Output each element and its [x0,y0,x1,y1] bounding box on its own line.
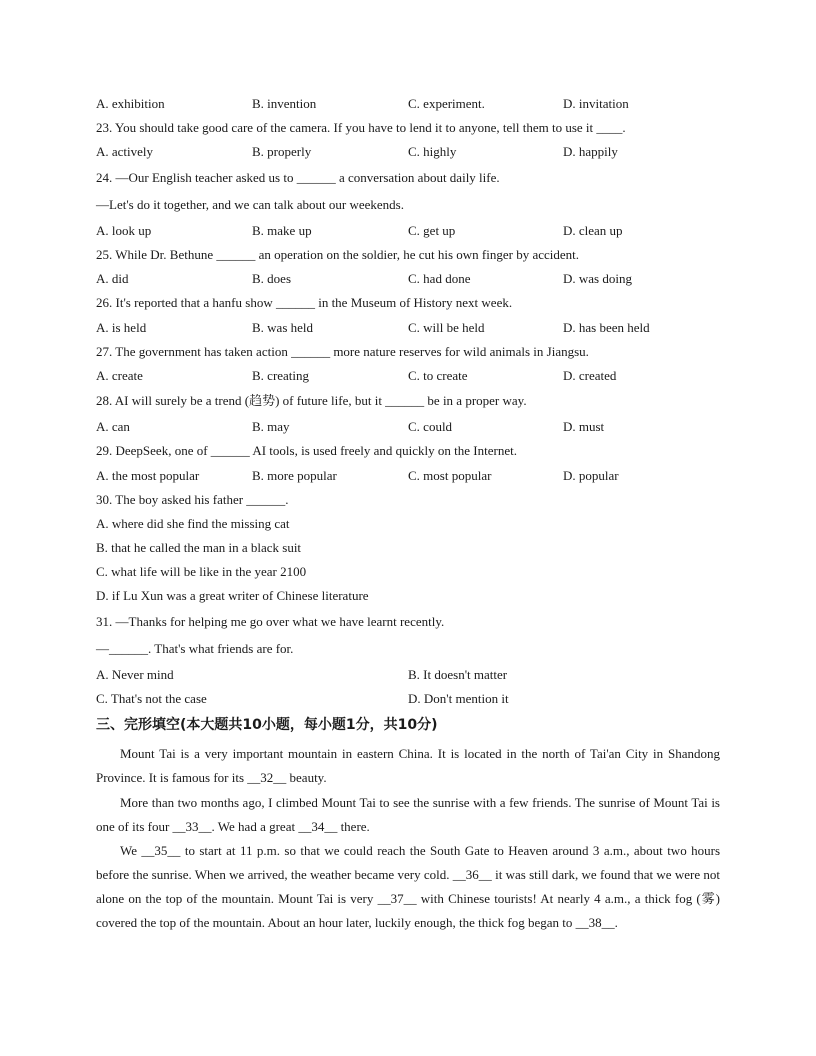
passage-paragraph-1: Mount Tai is a very important mountain in eastern China. It is located in the north of Tai'an City in Shandong Province. It is famous for its __32__ beauty. [96,746,720,785]
q28-option-c[interactable]: C. could [408,419,453,434]
q22-options [96,96,736,112]
q31-options-row1 [96,667,736,683]
q25-option-d[interactable]: D. was doing [563,271,632,286]
q31-option-d[interactable]: D. Don't mention it [408,691,509,706]
q25-option-c[interactable]: C. had done [408,271,471,286]
q25-options [96,271,736,287]
q30-option-d[interactable]: D. if Lu Xun was a great writer of Chinese literature [96,588,369,603]
q30-option-a[interactable]: A. where did she find the missing cat [96,516,290,531]
q29-option-d[interactable]: D. popular [563,468,619,483]
q22-option-c[interactable]: C. experiment. [408,96,485,111]
q27-option-a[interactable]: A. create [96,368,143,383]
q25-option-a[interactable]: A. did [96,271,129,286]
q23-option-b[interactable]: B. properly [252,144,312,159]
q31-option-a[interactable]: A. Never mind [96,667,174,682]
q23-option-d[interactable]: D. happily [563,144,618,159]
q29-option-a[interactable]: A. the most popular [96,468,200,483]
q31-option-c[interactable]: C. That's not the case [96,691,207,706]
q26-option-a[interactable]: A. is held [96,320,147,335]
q31-option-b[interactable]: B. It doesn't matter [408,667,508,682]
q29-options [96,468,736,484]
q28-options [96,419,736,435]
q28-option-b[interactable]: B. may [252,419,290,434]
q29-option-b[interactable]: B. more popular [252,468,337,483]
q26-options [96,320,736,336]
q27-option-c[interactable]: C. to create [408,368,468,383]
q27-options [96,368,736,384]
q28-option-a[interactable]: A. can [96,419,130,434]
q31-stem: 31. —Thanks for helping me go over what we have learnt recently. [96,614,445,629]
q31-options-row2 [96,691,736,707]
section-heading: 三、完形填空(本大题共10小题，每小题1分，共10分) [96,717,438,733]
q22-option-d[interactable]: D. invitation [563,96,629,111]
q24-option-d[interactable]: D. clean up [563,223,623,238]
q23-option-a[interactable]: A. actively [96,144,154,159]
q26-option-c[interactable]: C. will be held [408,320,485,335]
q27-stem: 27. The government has taken action ______ more nature reserves for wild animals in Jiangsu. [96,344,589,359]
q23-options [96,144,736,160]
q28-stem: 28. AI will surely be a trend (趋势) of future life, but it ______ be in a proper way. [96,393,527,408]
q27-option-b[interactable]: B. creating [252,368,310,383]
q23-stem: 23. You should take good care of the camera. If you have to lend it to anyone, tell them to use it ____. [96,120,626,135]
q24-option-c[interactable]: C. get up [408,223,456,238]
q29-option-c[interactable]: C. most popular [408,468,492,483]
q27-option-d[interactable]: D. created [563,368,617,383]
passage-paragraph-3: We __35__ to start at 11 p.m. so that we could reach the South Gate to Heaven around 3 a.m., about two hours before the sunrise. When we arrived, the weather became very cold. __36__ it was still dark, we found that we were not alone on the top of the mountain. Mount Tai is very __37__ with Chinese tourists! At nearly 4 a.m., a thick fog (雾) covered the top of the mountain. About an hour later, luckily enough, the thick fog began to __38__. [96,843,720,930]
q24-stem-reply: —Let's do it together, and we can talk about our weekends. [96,197,404,212]
q26-option-d[interactable]: D. has been held [563,320,650,335]
q22-option-a[interactable]: A. exhibition [96,96,165,111]
q26-stem: 26. It's reported that a hanfu show ______ in the Museum of History next week. [96,295,513,310]
q25-option-b[interactable]: B. does [252,271,291,286]
q30-option-c[interactable]: C. what life will be like in the year 2100 [96,564,307,579]
q24-option-a[interactable]: A. look up [96,223,152,238]
q23-option-c[interactable]: C. highly [408,144,457,159]
q30-stem: 30. The boy asked his father ______. [96,492,289,507]
q26-option-b[interactable]: B. was held [252,320,314,335]
q30-option-b[interactable]: B. that he called the man in a black suit [96,540,302,555]
q25-stem: 25. While Dr. Bethune ______ an operation on the soldier, he cut his own finger by accident. [96,247,580,262]
q24-options [96,223,736,239]
passage-paragraph-2: More than two months ago, I climbed Mount Tai to see the sunrise with a few friends. The sunrise of Mount Tai is one of its four __33__. We had a great __34__ there. [96,795,720,834]
q22-option-b[interactable]: B. invention [252,96,317,111]
q28-option-d[interactable]: D. must [563,419,605,434]
q24-stem: 24. —Our English teacher asked us to ______ a conversation about daily life. [96,170,500,185]
q31-stem-reply: —______. That's what friends are for. [96,641,294,656]
q24-option-b[interactable]: B. make up [252,223,312,238]
q29-stem: 29. DeepSeek, one of ______ AI tools, is used freely and quickly on the Internet. [96,443,517,458]
